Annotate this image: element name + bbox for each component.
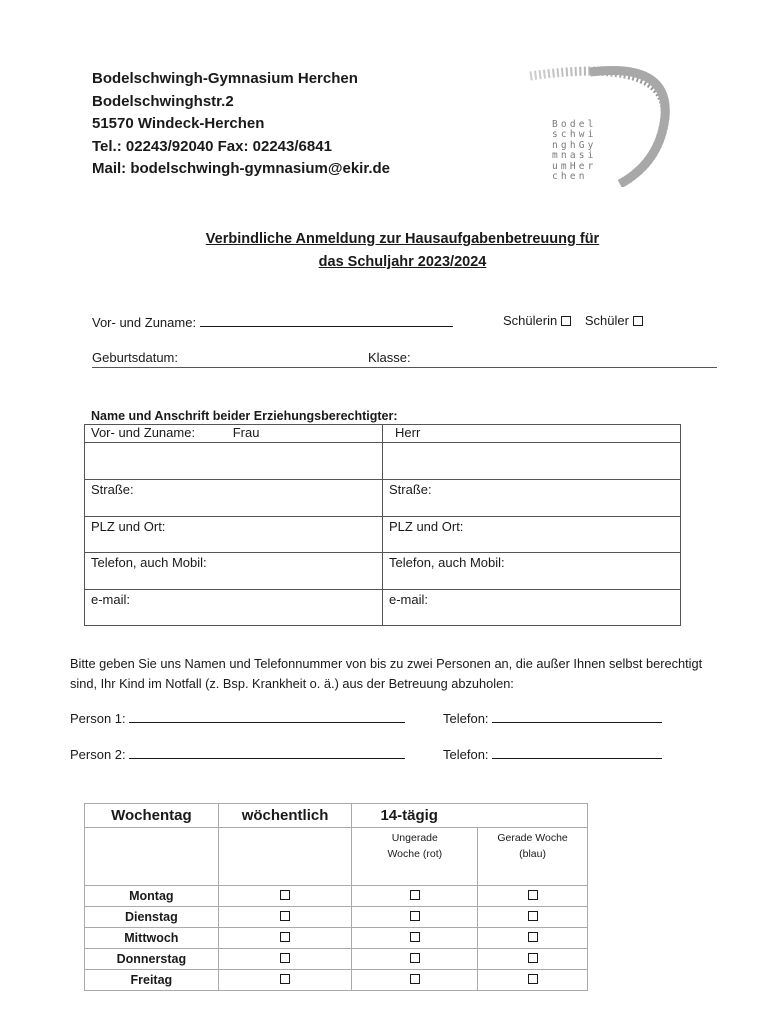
female-label: Schülerin xyxy=(503,313,558,328)
col-biweekly-header: 14-tägig xyxy=(352,804,588,828)
col-weekly-header: wöchentlich xyxy=(218,804,352,828)
frau-email-field[interactable]: e-mail: xyxy=(85,590,383,626)
table-row xyxy=(85,907,588,928)
tuesday-weekly-checkbox[interactable] xyxy=(280,911,290,921)
tuesday-even-checkbox[interactable] xyxy=(528,911,538,921)
schedule-table xyxy=(84,803,588,991)
monday-weekly-checkbox[interactable] xyxy=(280,890,290,900)
male-checkbox[interactable] xyxy=(633,316,643,326)
gender-options xyxy=(503,313,643,328)
logo-letters: Bodel schwi nghGy mnasi umHer chen xyxy=(552,119,597,183)
person1-row xyxy=(70,709,405,726)
table-row xyxy=(85,970,588,991)
person2-phone-field[interactable] xyxy=(492,745,662,759)
friday-even-checkbox[interactable] xyxy=(528,974,538,984)
day-label: Dienstag xyxy=(85,907,219,928)
monday-odd-checkbox[interactable] xyxy=(410,890,420,900)
form-title: Verbindliche Anmeldung zur Hausaufgabenbetreuung für das Schuljahr 2023/2024 xyxy=(205,231,600,270)
student-name-field[interactable] xyxy=(200,313,453,327)
person2-phone-label: Telefon: xyxy=(443,747,489,762)
thursday-odd-checkbox[interactable] xyxy=(410,953,420,963)
student-name-label: Vor- und Zuname: xyxy=(92,315,197,330)
friday-weekly-checkbox[interactable] xyxy=(280,974,290,984)
table-row xyxy=(85,886,588,907)
school-header xyxy=(92,68,390,181)
person2-label: Person 2: xyxy=(70,747,126,762)
frau-street-field[interactable]: Straße: xyxy=(85,480,383,517)
school-phone: Tel.: 02243/92040 Fax: 02243/6841 xyxy=(92,137,332,155)
subheader-empty-2 xyxy=(218,828,352,886)
table-row xyxy=(85,928,588,949)
even-week-header: Gerade Woche (blau) xyxy=(497,832,568,860)
person1-phone-row xyxy=(443,709,662,726)
herr-phone-field[interactable]: Telefon, auch Mobil: xyxy=(383,553,681,590)
day-label: Montag xyxy=(85,886,219,907)
person2-row xyxy=(70,745,405,762)
person1-field[interactable] xyxy=(129,709,405,723)
frau-phone-field[interactable]: Telefon, auch Mobil: xyxy=(85,553,383,590)
wednesday-even-checkbox[interactable] xyxy=(528,932,538,942)
person2-field[interactable] xyxy=(129,745,405,759)
pickup-instructions: Bitte geben Sie uns Namen und Telefonnummer von bis zu zwei Personen an, die außer Ihnen selbst berechtigt sind, Ihr Kind im Notfall (z. Bsp. Krankheit o. ä.) aus der Betreuung abzuholen: xyxy=(70,656,703,691)
school-logo xyxy=(520,62,670,187)
school-street: Bodelschwinghstr.2 xyxy=(92,92,234,110)
student-name-row xyxy=(92,313,453,330)
birth-date-label: Geburtsdatum: xyxy=(92,350,178,365)
guardians-heading: Name und Anschrift beider Erziehungsberechtigter: xyxy=(91,409,398,423)
odd-week-header: Ungerade Woche (rot) xyxy=(387,832,443,860)
day-label: Freitag xyxy=(85,970,219,991)
person2-phone-row xyxy=(443,745,662,762)
thursday-weekly-checkbox[interactable] xyxy=(280,953,290,963)
tuesday-odd-checkbox[interactable] xyxy=(410,911,420,921)
school-name: Bodelschwingh-Gymnasium Herchen xyxy=(92,70,358,87)
guardian-herr-header: Herr xyxy=(383,425,681,443)
person1-label: Person 1: xyxy=(70,711,126,726)
herr-name-field[interactable] xyxy=(383,443,681,480)
school-city: 51570 Windeck-Herchen xyxy=(92,115,265,132)
herr-email-field[interactable]: e-mail: xyxy=(383,590,681,626)
day-label: Mittwoch xyxy=(85,928,219,949)
day-label: Donnerstag xyxy=(85,949,219,970)
monday-even-checkbox[interactable] xyxy=(528,890,538,900)
male-label: Schüler xyxy=(584,313,629,328)
wednesday-weekly-checkbox[interactable] xyxy=(280,932,290,942)
birth-class-field[interactable] xyxy=(92,367,717,368)
frau-plz-field[interactable]: PLZ und Ort: xyxy=(85,517,383,553)
school-mail: Mail: bodelschwingh-gymnasium@ekir.de xyxy=(92,160,391,177)
friday-odd-checkbox[interactable] xyxy=(410,974,420,984)
guardians-table xyxy=(84,424,681,626)
person1-phone-label: Telefon: xyxy=(443,711,489,726)
col-day-header: Wochentag xyxy=(85,804,219,828)
guardian-name-header: Vor- und Zuname: Frau xyxy=(85,425,383,443)
class-label: Klasse: xyxy=(368,350,411,365)
thursday-even-checkbox[interactable] xyxy=(528,953,538,963)
wednesday-odd-checkbox[interactable] xyxy=(410,932,420,942)
subheader-empty-1 xyxy=(85,828,219,886)
frau-name-field[interactable] xyxy=(85,443,383,480)
female-checkbox[interactable] xyxy=(561,316,571,326)
herr-plz-field[interactable]: PLZ und Ort: xyxy=(383,517,681,553)
herr-street-field[interactable]: Straße: xyxy=(383,480,681,517)
table-row xyxy=(85,949,588,970)
person1-phone-field[interactable] xyxy=(492,709,662,723)
